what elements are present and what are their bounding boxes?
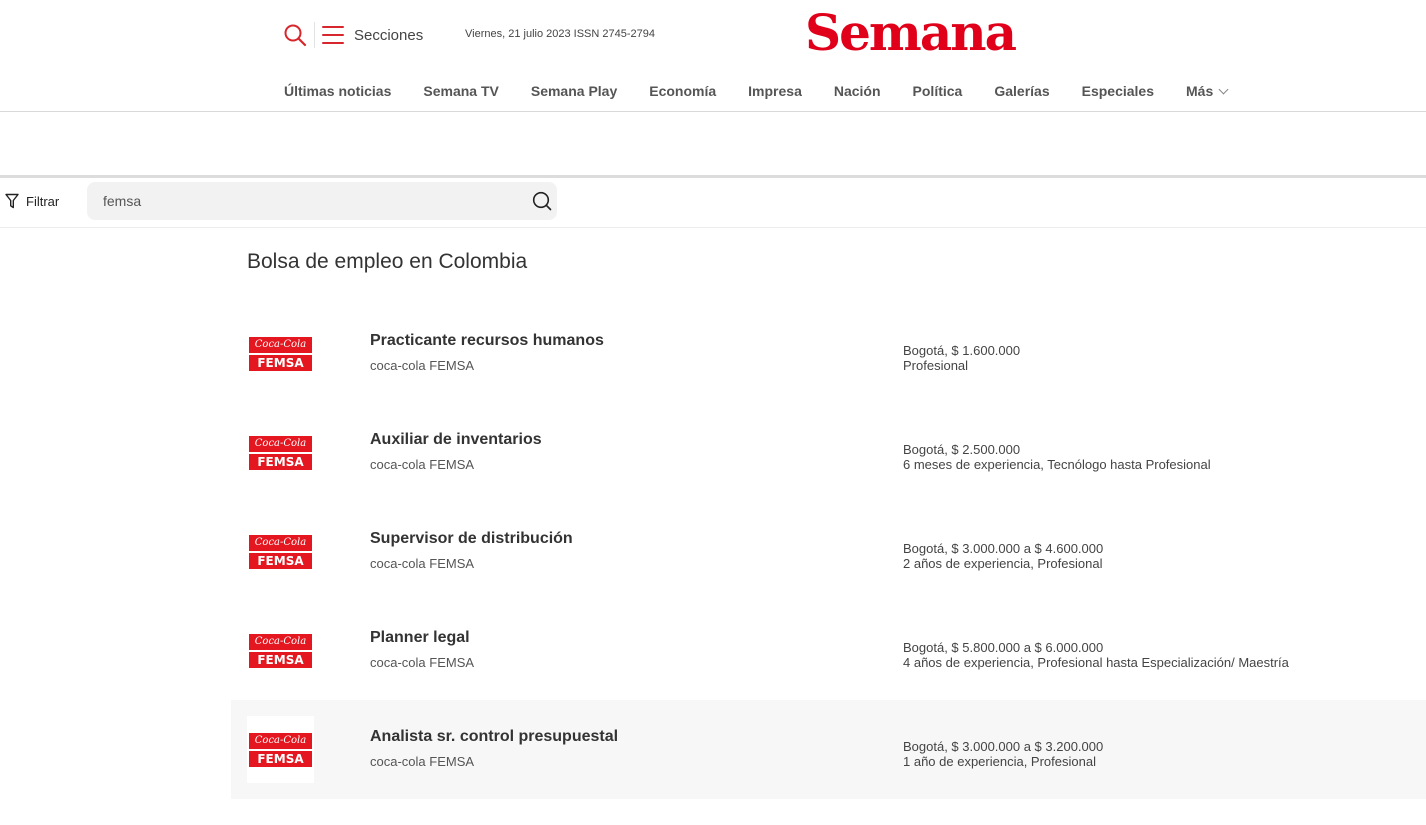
chevron-down-icon <box>1219 84 1229 94</box>
nav-item-especiales[interactable]: Especiales <box>1081 83 1154 99</box>
job-title[interactable]: Planner legal <box>370 629 470 646</box>
job-requirements: 2 años de experiencia, Profesional <box>903 556 1103 571</box>
dateline: Viernes, 21 julio 2023 ISSN 2745-2794 <box>465 28 655 40</box>
job-company: coca-cola FEMSA <box>370 754 475 769</box>
search-icon[interactable] <box>532 191 552 211</box>
company-logo <box>247 320 314 387</box>
coca-cola-femsa-logo: Coca-Cola FEMSA <box>249 535 312 569</box>
job-item[interactable] <box>231 403 1426 502</box>
filter-label: Filtrar <box>26 193 60 209</box>
site-header <box>0 0 1426 112</box>
sections-menu-button[interactable] <box>322 23 423 47</box>
job-location-salary: Bogotá, $ 5.800.000 a $ 6.000.000 <box>903 640 1104 655</box>
nav-item-semana-tv[interactable]: Semana TV <box>423 83 499 99</box>
job-item[interactable] <box>231 601 1426 700</box>
nav-item-politica[interactable]: Política <box>912 83 963 99</box>
company-logo <box>247 518 314 585</box>
job-requirements: 4 años de experiencia, Profesional hasta Especialización/ Maestría <box>903 655 1289 670</box>
nav-item-economia[interactable]: Economía <box>649 83 717 99</box>
job-search-box <box>87 182 557 220</box>
coca-cola-femsa-logo: Coca-Cola FEMSA <box>249 733 312 767</box>
company-logo <box>247 716 314 783</box>
job-requirements: 6 meses de experiencia, Tecnólogo hasta Profesional <box>903 457 1211 472</box>
job-location-salary: Bogotá, $ 1.600.000 <box>903 343 1021 358</box>
nav-item-mas[interactable] <box>1186 83 1227 99</box>
ad-strip <box>0 112 1426 178</box>
job-title[interactable]: Auxiliar de inventarios <box>370 431 542 448</box>
job-location-salary: Bogotá, $ 3.000.000 a $ 4.600.000 <box>903 541 1104 556</box>
coca-cola-femsa-logo: Coca-Cola FEMSA <box>249 634 312 668</box>
coca-cola-femsa-logo: Coca-Cola FEMSA <box>249 436 312 470</box>
job-location-salary: Bogotá, $ 2.500.000 <box>903 442 1021 457</box>
job-item[interactable] <box>231 304 1426 403</box>
sections-label: Secciones <box>354 26 424 44</box>
search-icon[interactable] <box>283 23 307 47</box>
nav-item-nacion[interactable]: Nación <box>833 83 881 99</box>
semana-logo[interactable]: Semana <box>805 3 1015 62</box>
job-requirements: Profesional <box>903 358 969 373</box>
nav-item-galerias[interactable]: Galerías <box>994 83 1050 99</box>
company-logo <box>247 617 314 684</box>
job-company: coca-cola FEMSA <box>370 556 475 571</box>
header-divider <box>314 22 315 48</box>
job-title[interactable]: Practicante recursos humanos <box>370 332 604 349</box>
job-company: coca-cola FEMSA <box>370 655 475 670</box>
job-company: coca-cola FEMSA <box>370 457 475 472</box>
main-nav <box>284 80 1259 102</box>
job-title[interactable]: Analista sr. control presupuestal <box>370 728 619 745</box>
company-logo <box>247 419 314 486</box>
job-location-salary: Bogotá, $ 3.000.000 a $ 3.200.000 <box>903 739 1104 754</box>
mas-label: Más <box>1186 83 1214 99</box>
filter-bar <box>0 178 1426 228</box>
job-title[interactable]: Supervisor de distribución <box>370 530 573 547</box>
nav-item-ultimas-noticias[interactable]: Últimas noticias <box>284 83 392 99</box>
job-requirements: 1 año de experiencia, Profesional <box>903 754 1096 769</box>
nav-item-impresa[interactable]: Impresa <box>748 83 802 99</box>
job-search-input[interactable] <box>103 191 503 211</box>
filter-button[interactable] <box>5 193 59 209</box>
hamburger-icon <box>322 26 344 44</box>
filter-icon <box>5 193 19 209</box>
page-title: Bolsa de empleo en Colombia <box>247 250 528 273</box>
nav-item-semana-play[interactable]: Semana Play <box>530 83 618 99</box>
job-item[interactable] <box>231 700 1426 799</box>
job-company: coca-cola FEMSA <box>370 358 475 373</box>
coca-cola-femsa-logo: Coca-Cola FEMSA <box>249 337 312 371</box>
job-item[interactable] <box>231 502 1426 601</box>
